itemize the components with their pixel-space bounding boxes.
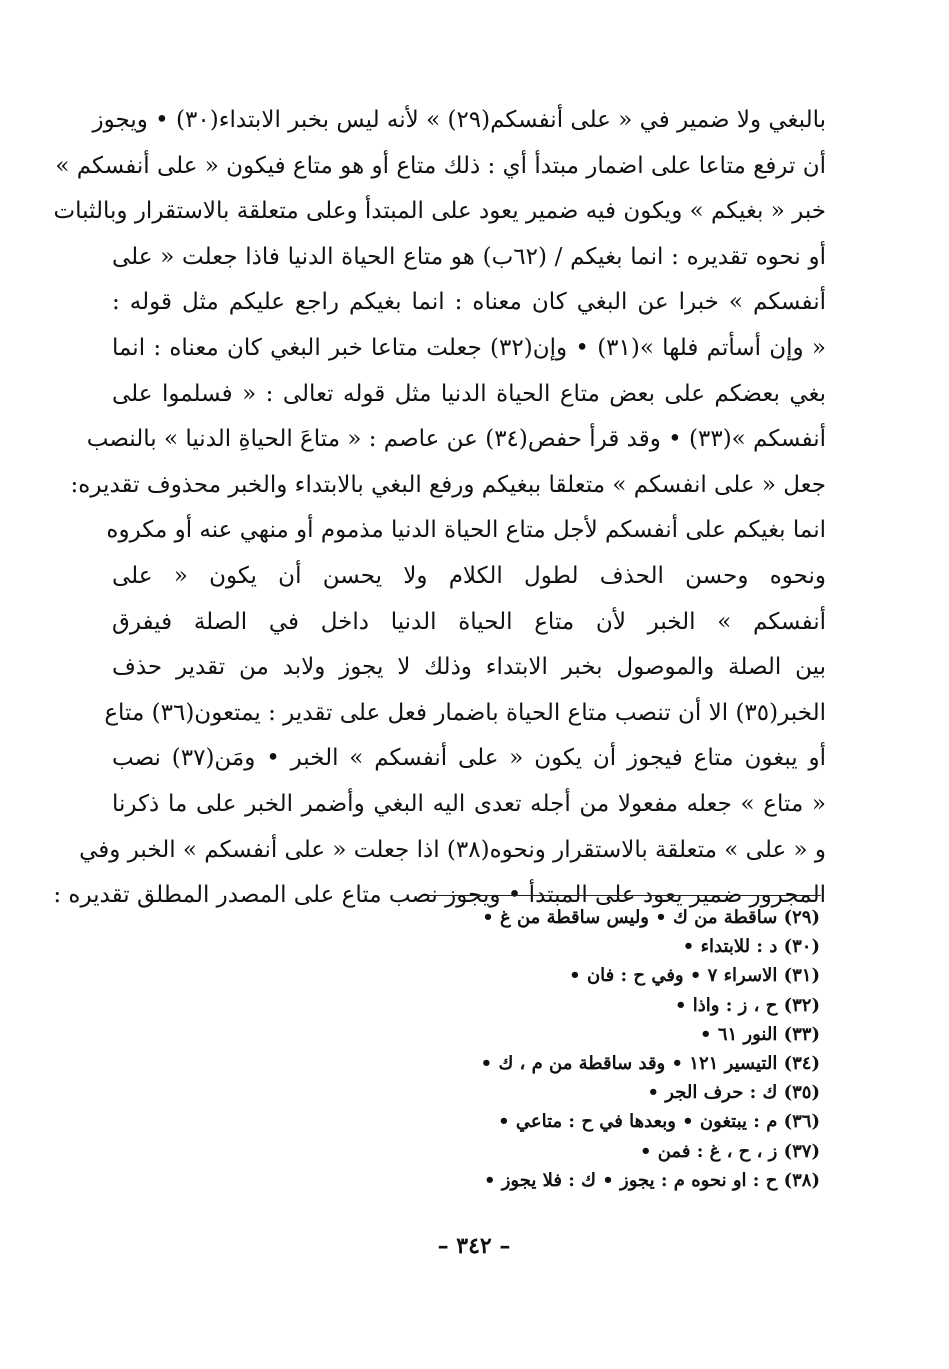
text-line: الخبر(٣٥) الا أن تنصب متاع الحياة باضمار فعل على تقدير : يمتعون(٣٦) متاع xyxy=(104,699,826,726)
footnote: (٣١) الاسراء ٧ • وفي ح : فان • xyxy=(569,965,820,987)
page-number: – ٣٤٢ – xyxy=(437,1233,511,1259)
footnote-separator xyxy=(424,895,821,896)
main-text-block xyxy=(53,98,826,919)
text-line: انما بغيكم على أنفسكم لأجل متاع الحياة الدنيا مذموم أو منهي عنه أو مكروه xyxy=(106,517,826,544)
text-line: أنفسكم »(٣٣) • وقد قرأ حفص(٣٤) عن عاصم : « متاعَ الحياةِ الدنيا » بالنصب xyxy=(86,426,826,453)
text-line: أو يبغون متاع فيجوز أن يكون « على أنفسكم » الخبر • ومَن(٣٧) نصب xyxy=(112,745,826,772)
text-line: بين الصلة والموصول بخبر الابتداء وذلك لا يجوز ولابد من تقدير حذف xyxy=(112,654,826,681)
text-line: « وإن أسأتم فلها »(٣١) • وإن(٣٢) جعلت متاعا خبر البغي كان معناه : انما xyxy=(112,334,826,361)
text-line: ونحوه وحسن الحذف لطول الكلام ولا يحسن أن يكون « على xyxy=(112,562,826,589)
text-line: المجرور ضمير يعود على المبتدأ • ويجوز نصب متاع على المصدر المطلق تقديره : xyxy=(53,882,826,909)
text-line: خبر « بغيكم » ويكون فيه ضمير يعود على المبتدأ وعلى متعلقة بالاستقرار وبالثبات xyxy=(53,198,826,225)
footnote: (٣٥) ك : حرف الجر • xyxy=(647,1082,820,1104)
footnote: (٣٧) ز ، ح ، غ : فمن • xyxy=(639,1140,820,1162)
footnote: (٣٠) د : للابتداء • xyxy=(682,936,820,958)
footnote: (٣٣) النور ٦١ • xyxy=(700,1023,820,1045)
text-line: « متاع » جعله مفعولا من أجله تعدى اليه البغي وأضمر الخبر على ما ذكرنا xyxy=(112,790,826,817)
footnote: (٢٩) ساقطة من ك • وليس ساقطة من غ • xyxy=(482,907,820,928)
text-line: أو نحوه تقديره : انما بغيكم / (٦٢ب) هو متاع الحياة الدنيا فاذا جعلت « على xyxy=(112,243,826,270)
text-line: أنفسكم » الخبر لأن متاع الحياة الدنيا داخل في الصلة فيفرق xyxy=(112,608,826,635)
footnote: (٣٨) ح : او نحوه م : يجوز • ك : فلا يجوز • xyxy=(483,1169,820,1191)
text-line: أنفسكم » خبرا عن البغي كان معناه : انما بغيكم راجع عليكم مثل قوله : xyxy=(112,289,826,316)
text-line: جعل « على انفسكم » متعلقا ببغيكم ورفع البغي بالابتداء والخبر محذوف تقديره: xyxy=(70,471,826,498)
footnote: (٣٢) ح ، ز : واذا • xyxy=(675,994,820,1016)
text-line: و « على » متعلقة بالاستقرار ونحوه(٣٨) اذا جعلت « على أنفسكم » الخبر وفي xyxy=(79,836,826,863)
text-line: بغي بعضكم على بعض متاع الحياة الدنيا مثل قوله تعالى : « فسلموا على xyxy=(112,380,826,407)
footnote: (٣٦) م : يبتغون • وبعدها في ح : متاعي • xyxy=(498,1111,820,1133)
footnotes-block xyxy=(200,903,820,1195)
text-line: بالبغي ولا ضمير في « على أنفسكم(٢٩) » لأنه ليس بخبر الابتداء(٣٠) • ويجوز xyxy=(92,107,826,133)
text-line: أن ترفع متاعا على اضمار مبتدأ أي : ذلك متاع أو هو متاع فيكون « على أنفسكم » xyxy=(55,152,826,179)
footnote: (٣٤) التيسير ١٢١ • وقد ساقطة من م ، ك • xyxy=(480,1052,820,1074)
